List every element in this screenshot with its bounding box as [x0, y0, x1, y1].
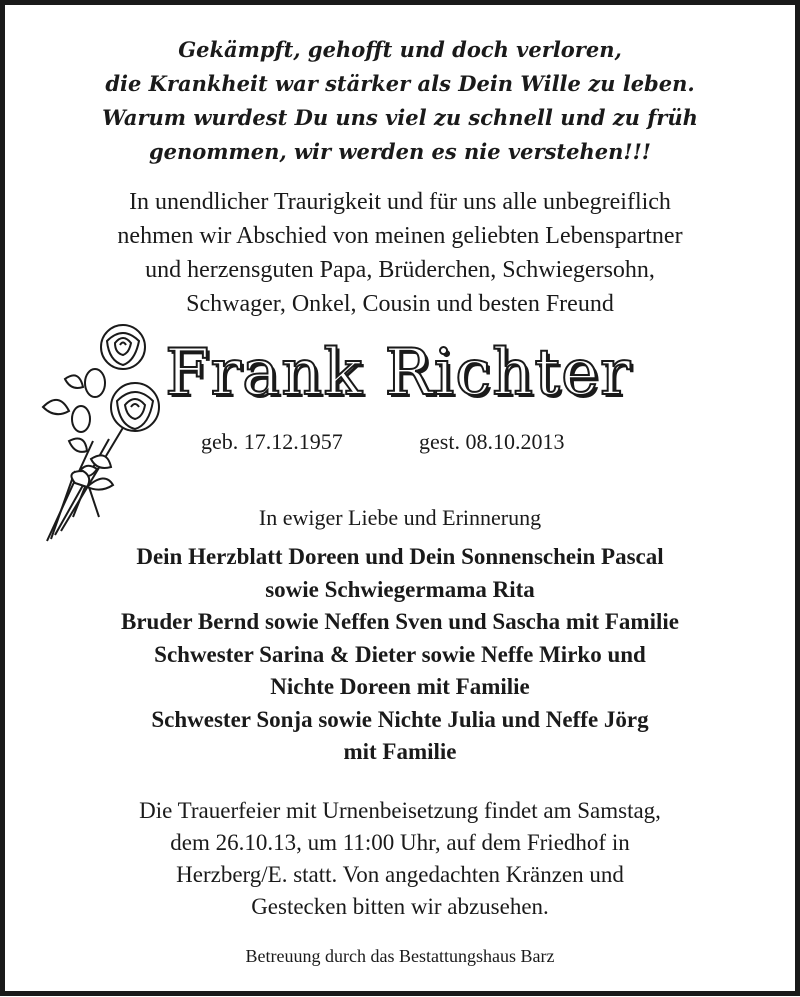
poem-line: die Krankheit war stärker als Dein Wille zu leben.: [105, 71, 695, 96]
family-line: Schwester Sarina & Dieter sowie Neffe Mirko und: [154, 641, 646, 667]
poem-line: genommen, wir werden es nie verstehen!!!: [148, 139, 652, 164]
intro-line: Schwager, Onkel, Cousin und besten Freund: [186, 291, 614, 317]
service-line: Herzberg/E. statt. Von angedachten Kränzen und: [176, 862, 624, 887]
family-line: sowie Schwiegermama Rita: [265, 576, 535, 602]
service-info: [5, 795, 795, 923]
family-line: Schwester Sonja sowie Nichte Julia und Neffe Jörg: [151, 706, 649, 732]
service-line: Gestecken bitten wir abzusehen.: [251, 894, 549, 919]
intro-line: und herzensguten Papa, Brüderchen, Schwiegersohn,: [145, 257, 655, 283]
family-line: Nichte Doreen mit Familie: [270, 674, 530, 699]
undertaker-credit: Betreuung durch das Bestattungshaus Barz: [245, 946, 555, 966]
death-date: gest. 08.10.2013: [419, 429, 565, 454]
poem-line: Gekämpft, gehofft und doch verloren,: [178, 37, 622, 62]
service-line: dem 26.10.13, um 11:00 Uhr, auf dem Friedhof in: [170, 830, 630, 855]
memory-line: In ewiger Liebe und Erinnerung: [258, 505, 542, 530]
family-list: [5, 541, 795, 769]
family-line: Dein Herzblatt Doreen und Dein Sonnenschein Pascal: [136, 544, 664, 569]
intro-line: nehmen wir Abschied von meinen geliebten Lebenspartner: [117, 223, 683, 249]
family-line: mit Familie: [343, 739, 457, 764]
poem: [5, 33, 795, 169]
service-line: Die Trauerfeier mit Urnenbeisetzung findet am Samstag,: [139, 798, 661, 823]
intro-line: In unendlicher Traurigkeit und für uns alle unbegreiflich: [129, 189, 671, 215]
deceased-name: Frank Richter: [165, 336, 632, 410]
birth-date: geb. 17.12.1957: [201, 429, 343, 454]
family-line: Bruder Bernd sowie Neffen Sven und Sascha mit Familie: [121, 609, 679, 634]
intro-text: [5, 185, 795, 321]
poem-line: Warum wurdest Du uns viel zu schnell und zu früh: [102, 105, 698, 130]
